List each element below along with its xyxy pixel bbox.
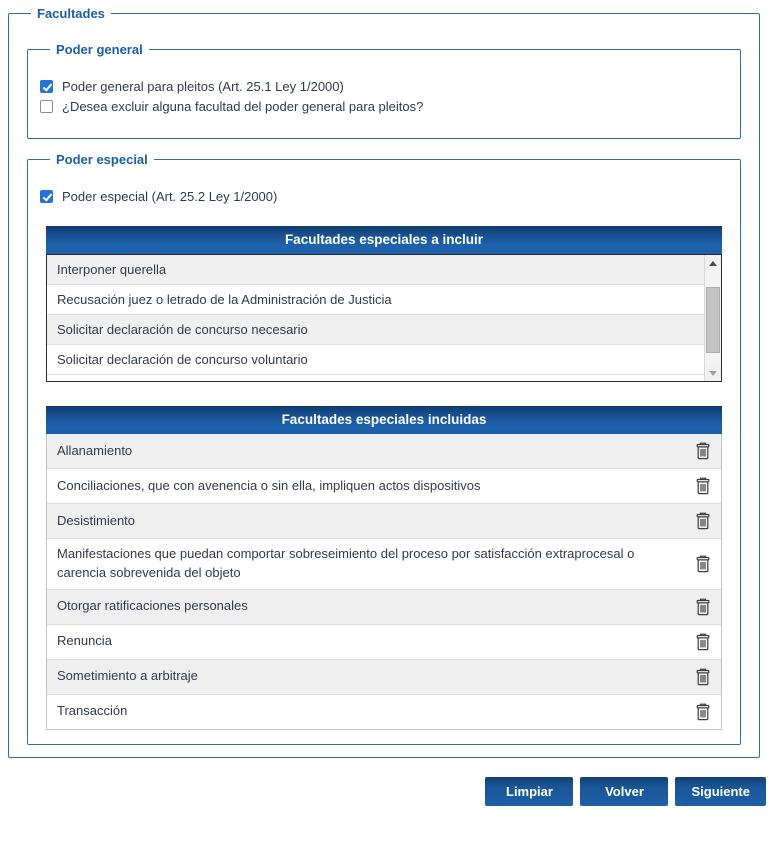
delete-facultad-button[interactable] bbox=[693, 440, 713, 462]
facultad-label: Conciliaciones, que con avenencia o sin ella, impliquen actos dispositivos bbox=[57, 477, 481, 493]
trash-icon bbox=[695, 477, 711, 495]
trash-icon bbox=[695, 633, 711, 651]
scroll-up-button[interactable] bbox=[705, 255, 721, 271]
excluir-facultad-label: ¿Desea excluir alguna facultad del poder general para pleitos? bbox=[62, 99, 424, 114]
facultad-label: Sometimiento a arbitraje bbox=[57, 668, 198, 684]
poder-general-legend: Poder general bbox=[56, 42, 143, 57]
listbox-scrollbar[interactable] bbox=[704, 255, 721, 381]
poder-especial-legend: Poder especial bbox=[56, 152, 148, 167]
delete-facultad-button[interactable] bbox=[693, 553, 713, 575]
table-row bbox=[47, 504, 721, 539]
table-row bbox=[47, 660, 721, 695]
table-row bbox=[47, 590, 721, 625]
poder-especial-row bbox=[40, 189, 722, 204]
option-label: Solicitar declaración de concurso necesario bbox=[57, 322, 308, 337]
poder-especial-label: Poder especial (Art. 25.2 Ley 1/2000) bbox=[62, 189, 278, 204]
delete-facultad-button[interactable] bbox=[693, 666, 713, 688]
table-row bbox=[47, 625, 721, 660]
poder-general-pleitos-label: Poder general para pleitos (Art. 25.1 Ley 1/2000) bbox=[62, 79, 344, 94]
trash-icon bbox=[695, 598, 711, 616]
facultades-fieldset bbox=[8, 6, 760, 758]
facultades-incluidas-panel bbox=[46, 406, 722, 730]
table-row bbox=[47, 434, 721, 469]
scroll-down-arrow-icon bbox=[709, 371, 717, 376]
facultad-label: Manifestaciones que puedan comportar sobreseimiento del proceso por satisfacción extraprocesal o carencia sobrevenida del objeto bbox=[57, 546, 635, 580]
option-row[interactable] bbox=[47, 345, 704, 375]
option-row[interactable] bbox=[47, 315, 704, 345]
trash-icon bbox=[695, 703, 711, 721]
form-actions bbox=[0, 777, 766, 806]
trash-icon bbox=[695, 555, 711, 573]
siguiente-button[interactable]: Siguiente bbox=[675, 777, 766, 806]
option-label: Interponer querella bbox=[57, 262, 167, 277]
delete-facultad-button[interactable] bbox=[693, 510, 713, 532]
trash-icon bbox=[695, 512, 711, 530]
scroll-down-button[interactable] bbox=[705, 365, 721, 381]
table-row bbox=[47, 695, 721, 729]
poder-especial-fieldset bbox=[27, 152, 741, 745]
table-row bbox=[47, 469, 721, 504]
poder-general-pleitos-row bbox=[40, 79, 722, 94]
option-row[interactable] bbox=[47, 255, 704, 285]
scroll-up-arrow-icon bbox=[709, 261, 717, 266]
option-label: Solicitar declaración de concurso voluntario bbox=[57, 352, 308, 367]
poder-general-pleitos-checkbox[interactable] bbox=[40, 80, 53, 93]
poder-general-fieldset bbox=[27, 42, 741, 139]
delete-facultad-button[interactable] bbox=[693, 631, 713, 653]
facultad-label: Renuncia bbox=[57, 633, 112, 649]
table-row bbox=[47, 539, 721, 590]
option-label: Recusación juez o letrado de la Administración de Justicia bbox=[57, 292, 392, 307]
excluir-facultad-checkbox[interactable] bbox=[40, 100, 53, 113]
facultad-label: Transacción bbox=[57, 703, 128, 719]
facultades-a-incluir-panel bbox=[46, 226, 722, 382]
facultad-label: Desistimiento bbox=[57, 512, 136, 528]
facultades-a-incluir-options bbox=[47, 255, 704, 375]
trash-icon bbox=[695, 442, 711, 460]
facultades-a-incluir-listbox[interactable] bbox=[46, 254, 722, 382]
limpiar-button[interactable]: Limpiar bbox=[485, 777, 573, 806]
delete-facultad-button[interactable] bbox=[693, 475, 713, 497]
delete-facultad-button[interactable] bbox=[693, 596, 713, 618]
option-row[interactable] bbox=[47, 285, 704, 315]
delete-facultad-button[interactable] bbox=[693, 701, 713, 723]
facultades-incluidas-header: Facultades especiales incluidas bbox=[46, 406, 722, 434]
facultades-incluidas-table bbox=[46, 434, 722, 730]
volver-button[interactable]: Volver bbox=[580, 777, 668, 806]
facultad-label: Allanamiento bbox=[57, 442, 133, 458]
excluir-facultad-row bbox=[40, 99, 722, 114]
facultades-a-incluir-header: Facultades especiales a incluir bbox=[46, 226, 722, 254]
poder-especial-checkbox[interactable] bbox=[40, 190, 53, 203]
trash-icon bbox=[695, 668, 711, 686]
scrollbar-thumb[interactable] bbox=[706, 287, 720, 353]
facultad-label: Otorgar ratificaciones personales bbox=[57, 598, 248, 614]
facultades-legend: Facultades bbox=[37, 6, 105, 21]
